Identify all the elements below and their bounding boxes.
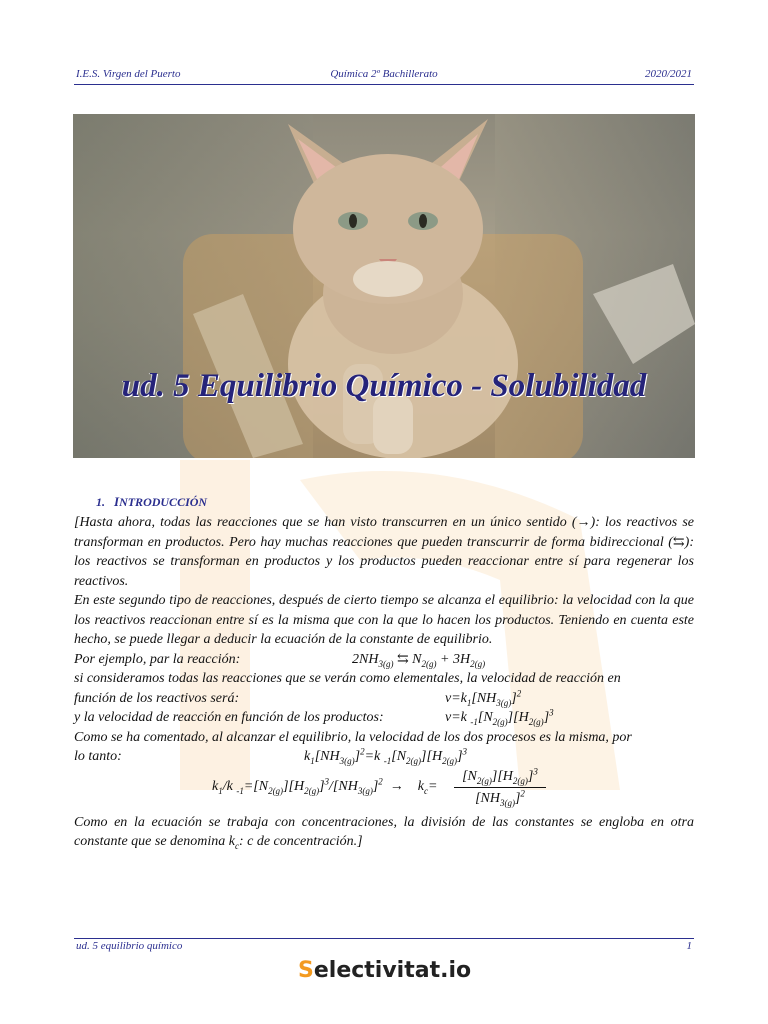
logo-s-icon: S bbox=[298, 958, 314, 983]
section-heading: 1. INTRODUCCIÓN bbox=[96, 494, 208, 509]
page-content: 1. INTRODUCCIÓN [Hasta ahora, todas las reacciones que se han visto transcurren en un único sentido (→): los reactivos se transforman en productos. Pero hay muchas reacciones que pueden transcurrir de forma bidireccional (⇆): los reactivos se transforman en productos y los productos pueden reaccionar entre sí para regenerar los reactivos. En este segundo tipo de reacciones, después de cierto tiempo se alcanza el equilibrio: la velocidad con la que los reactivos reaccionan entre sí es la misma que con la que lo hacen los productos. Teniendo en cuenta este hecho, se puede llegar a deducir la ecuación de la constante de equilibrio. Por ejemplo, par la reacción: $2NH_{3(g)}$ ⇆ $N_{2(g)} + 3H_{2(g)}$ si consideramos todas las reacciones que se verán como elementales, la velocidad de reacción en función de los reactivos será: $v=k_1[NH_{3(g)}]^2$ y la velocidad de reacción en función de los productos: v=k $_{-1}[N_{2(g)}][H_{2(g)}]^3$ Como se ha comentado, al alcanzar el equilibrio, la velocidad de los dos procesos es la misma, por lo tanto: $k_1[NH_{3(g)}]^2=k$ $_{-1}[N_{2(g)}][H_{2(g)}]^3$ $k_1/k$ $_{-1}=[N_{2(g)}][H_{2(g)}]^3/[NH_{3(g)}]^2$ → $k_c=$ $\frac{[N_{2(g)}][H_{2(g)}]^3}{[NH_{3(g)}]^2}$ Como en la ecuación se trabaja con concentraciones, la división de las constantes se engloba en otra constante que se denomina $k_c$: c de concentración.] bbox=[74, 494, 694, 851]
header-year: 2020/2021 bbox=[644, 68, 692, 80]
reaction-equation: $2NH_{3(g)}$ ⇆ $N_{2(g)} + 3H_{2(g)}$ bbox=[352, 651, 486, 669]
paragraph-elementary: si consideramos todas las reacciones que se verán como elementales, la velocidad de reacción en bbox=[74, 671, 621, 686]
document-title: ud. 5 Equilibrio Químico - Solubilidad bbox=[121, 368, 647, 404]
rate-equality: $k_1[NH_{3(g)}]^2=k$ $_{-1}[N_{2(g)}][H_{2(g)}]^3$ bbox=[304, 746, 468, 766]
rate-reactants: $v=k_1[NH_{3(g)}]^2$ bbox=[445, 687, 522, 708]
paragraph-kc: Como en la ecuación se trabaja con concentraciones, la división de las constantes se engloba en otra constante que se denomina $k_c$: c de concentración.] bbox=[74, 814, 694, 851]
paragraph-intro: [Hasta ahora, todas las reacciones que se han visto transcurren en un único sentido (→): los reactivos se transforman en productos. Pero hay muchas reacciones que pueden transcurrir de forma bidireccional (⇆): los reactivos se transforman en productos y los productos pueden reaccionar entre sí para regenerar los reactivos. bbox=[74, 515, 694, 589]
page-footer bbox=[74, 938, 694, 953]
equilibrium-constant-formula: $k_1/k$ $_{-1}=[N_{2(g)}][H_{2(g)}]^3/[NH_{3(g)}]^2$ → $k_c=$ $\frac{[N_{2(g)}][H_{2(g)}]^3}{[NH_{3(g)}]^2}$ bbox=[74, 767, 694, 813]
header-course: Química 2º Bachillerato bbox=[330, 68, 438, 80]
rate-products: v=k $_{-1}[N_{2(g)}][H_{2(g)}]^3$ bbox=[445, 707, 554, 727]
page-number: 1 bbox=[686, 940, 692, 952]
paragraph-equal-rates: Como se ha comentado, al alcanzar el equilibrio, la velocidad de los dos procesos es la misma, por bbox=[74, 729, 632, 745]
example-row: Por ejemplo, par la reacción: $2NH_{3(g)}$ ⇆ $N_{2(g)} + 3H_{2(g)}$ bbox=[74, 651, 486, 669]
page-header bbox=[74, 68, 694, 85]
selectivitat-logo: Selectivitat.io bbox=[298, 958, 472, 983]
cat-illustration bbox=[73, 114, 695, 458]
header-school: I.E.S. Virgen del Puerto bbox=[76, 68, 181, 80]
paragraph-equilibrium: En este segundo tipo de reacciones, después de cierto tiempo se alcanza el equilibrio: la velocidad con la que los reactivos reaccionan entre sí es la misma que con la que lo hacen los productos. Teniendo en cuenta este hecho, se puede llegar a deducir la ecuación de la constante de equilibrio. bbox=[74, 593, 694, 647]
footer-unit: ud. 5 equilibrio químico bbox=[76, 940, 183, 952]
hero-cat-photo bbox=[73, 114, 695, 458]
